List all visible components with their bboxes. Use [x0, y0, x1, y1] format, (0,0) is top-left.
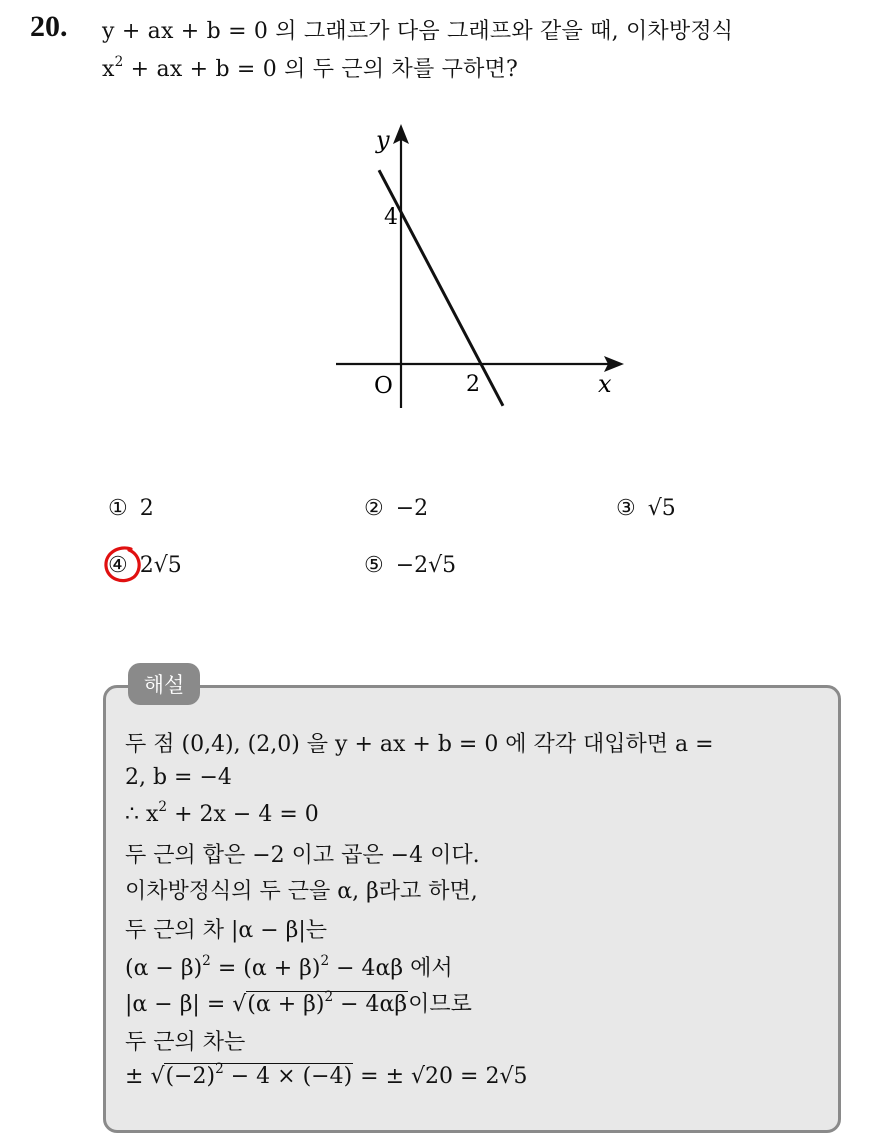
explanation-line-7-exp2: 2 — [320, 952, 330, 969]
explanation-line-8-sqrt: $√(\alpha + \beta)^2 - 4\alpha\beta$ — [232, 988, 408, 1017]
choice-5[interactable] — [364, 553, 456, 578]
question-number: 20. — [30, 10, 68, 43]
question-text-rest: + ax + b = 0 의 두 근의 차를 구하면? — [123, 57, 518, 82]
explanation-line-7 — [125, 951, 453, 982]
explanation-line-1: 두 점 (0,4), (2,0) 을 y + ax + b = 0 에 각각 대입하면 a = — [125, 732, 714, 757]
explanation-line-10-a: ± — [125, 1064, 151, 1089]
explanation-line-6: 두 근의 차 |α − β|는 — [125, 918, 328, 943]
explanation-line-7-a: (α − β) — [125, 956, 203, 981]
y-axis-label: y — [376, 126, 390, 154]
question-x: x — [102, 57, 115, 82]
explanation-line-2: 2, b = −4 — [125, 765, 232, 790]
choice-4-text: 2√5 — [139, 553, 182, 578]
explanation-tag: 해설 — [128, 663, 200, 705]
choice-5-text: −2√5 — [395, 553, 457, 578]
explanation-line-10-rad-b: − 4 × (−4) — [223, 1064, 353, 1089]
explanation-line-10-rad-a: (−2) — [165, 1064, 216, 1089]
explanation-line-9: 두 근의 차는 — [125, 1030, 246, 1055]
choice-3-text: √5 — [647, 496, 676, 521]
explanation-line-7-exp1: 2 — [202, 952, 211, 969]
choice-1-text: 2 — [139, 496, 154, 521]
choice-4-mark: ④ — [108, 553, 128, 578]
x-intercept-label: 2 — [466, 372, 480, 397]
explanation-line-7-c: − 4αβ 에서 — [329, 956, 453, 981]
choice-1[interactable] — [108, 496, 154, 521]
explanation-line-8-rad-a: (α + β) — [247, 992, 325, 1017]
explanation-line-10 — [125, 1060, 528, 1089]
explanation-line-8-a: |α − β| = — [125, 992, 233, 1017]
x-axis-label: x — [598, 370, 612, 398]
origin-label: O — [374, 373, 393, 399]
explanation-line-3-b: + 2x − 4 = 0 — [167, 802, 319, 827]
data-series-line — [379, 170, 503, 406]
choice-3[interactable] — [616, 496, 676, 521]
explanation-line-4: 두 근의 합은 −2 이고 곱은 −4 이다. — [125, 843, 480, 868]
choice-2[interactable] — [364, 496, 428, 521]
explanation-line-3 — [125, 798, 319, 827]
y-intercept-label: 4 — [384, 205, 398, 230]
explanation-line-8-b: 이므로 — [408, 992, 472, 1017]
explanation-line-10-b: = ± √20 = 2√5 — [353, 1064, 528, 1089]
explanation-line-3-exp: 2 — [158, 798, 168, 815]
choice-1-mark: ① — [108, 496, 128, 521]
explanation-line-10-rad-exp: 2 — [215, 1060, 224, 1077]
explanation-line-8 — [125, 987, 472, 1018]
choice-2-mark: ② — [364, 496, 384, 521]
explanation-line-5: 이차방정식의 두 근을 α, β라고 하면, — [125, 879, 478, 904]
explanation-line-3-a: ∴ x — [125, 802, 159, 827]
explanation-line-8-rad-exp: 2 — [324, 988, 334, 1005]
line-graph — [320, 112, 640, 432]
choice-5-mark: ⑤ — [364, 553, 384, 578]
question-text-line2 — [102, 52, 518, 83]
explanation-line-7-b: = (α + β) — [210, 956, 321, 981]
answer-circle-mark — [101, 543, 145, 587]
choice-3-mark: ③ — [616, 496, 636, 521]
question-exponent: 2 — [114, 53, 124, 70]
question-text-line1: y + ax + b = 0 의 그래프가 다음 그래프와 같을 때, 이차방정식 — [102, 19, 734, 44]
explanation-line-10-sqrt: $√(-2)^2 - 4 \times (-4)$ — [150, 1060, 353, 1089]
explanation-line-8-rad-b: − 4αβ — [333, 992, 408, 1017]
choice-2-text: −2 — [395, 496, 429, 521]
